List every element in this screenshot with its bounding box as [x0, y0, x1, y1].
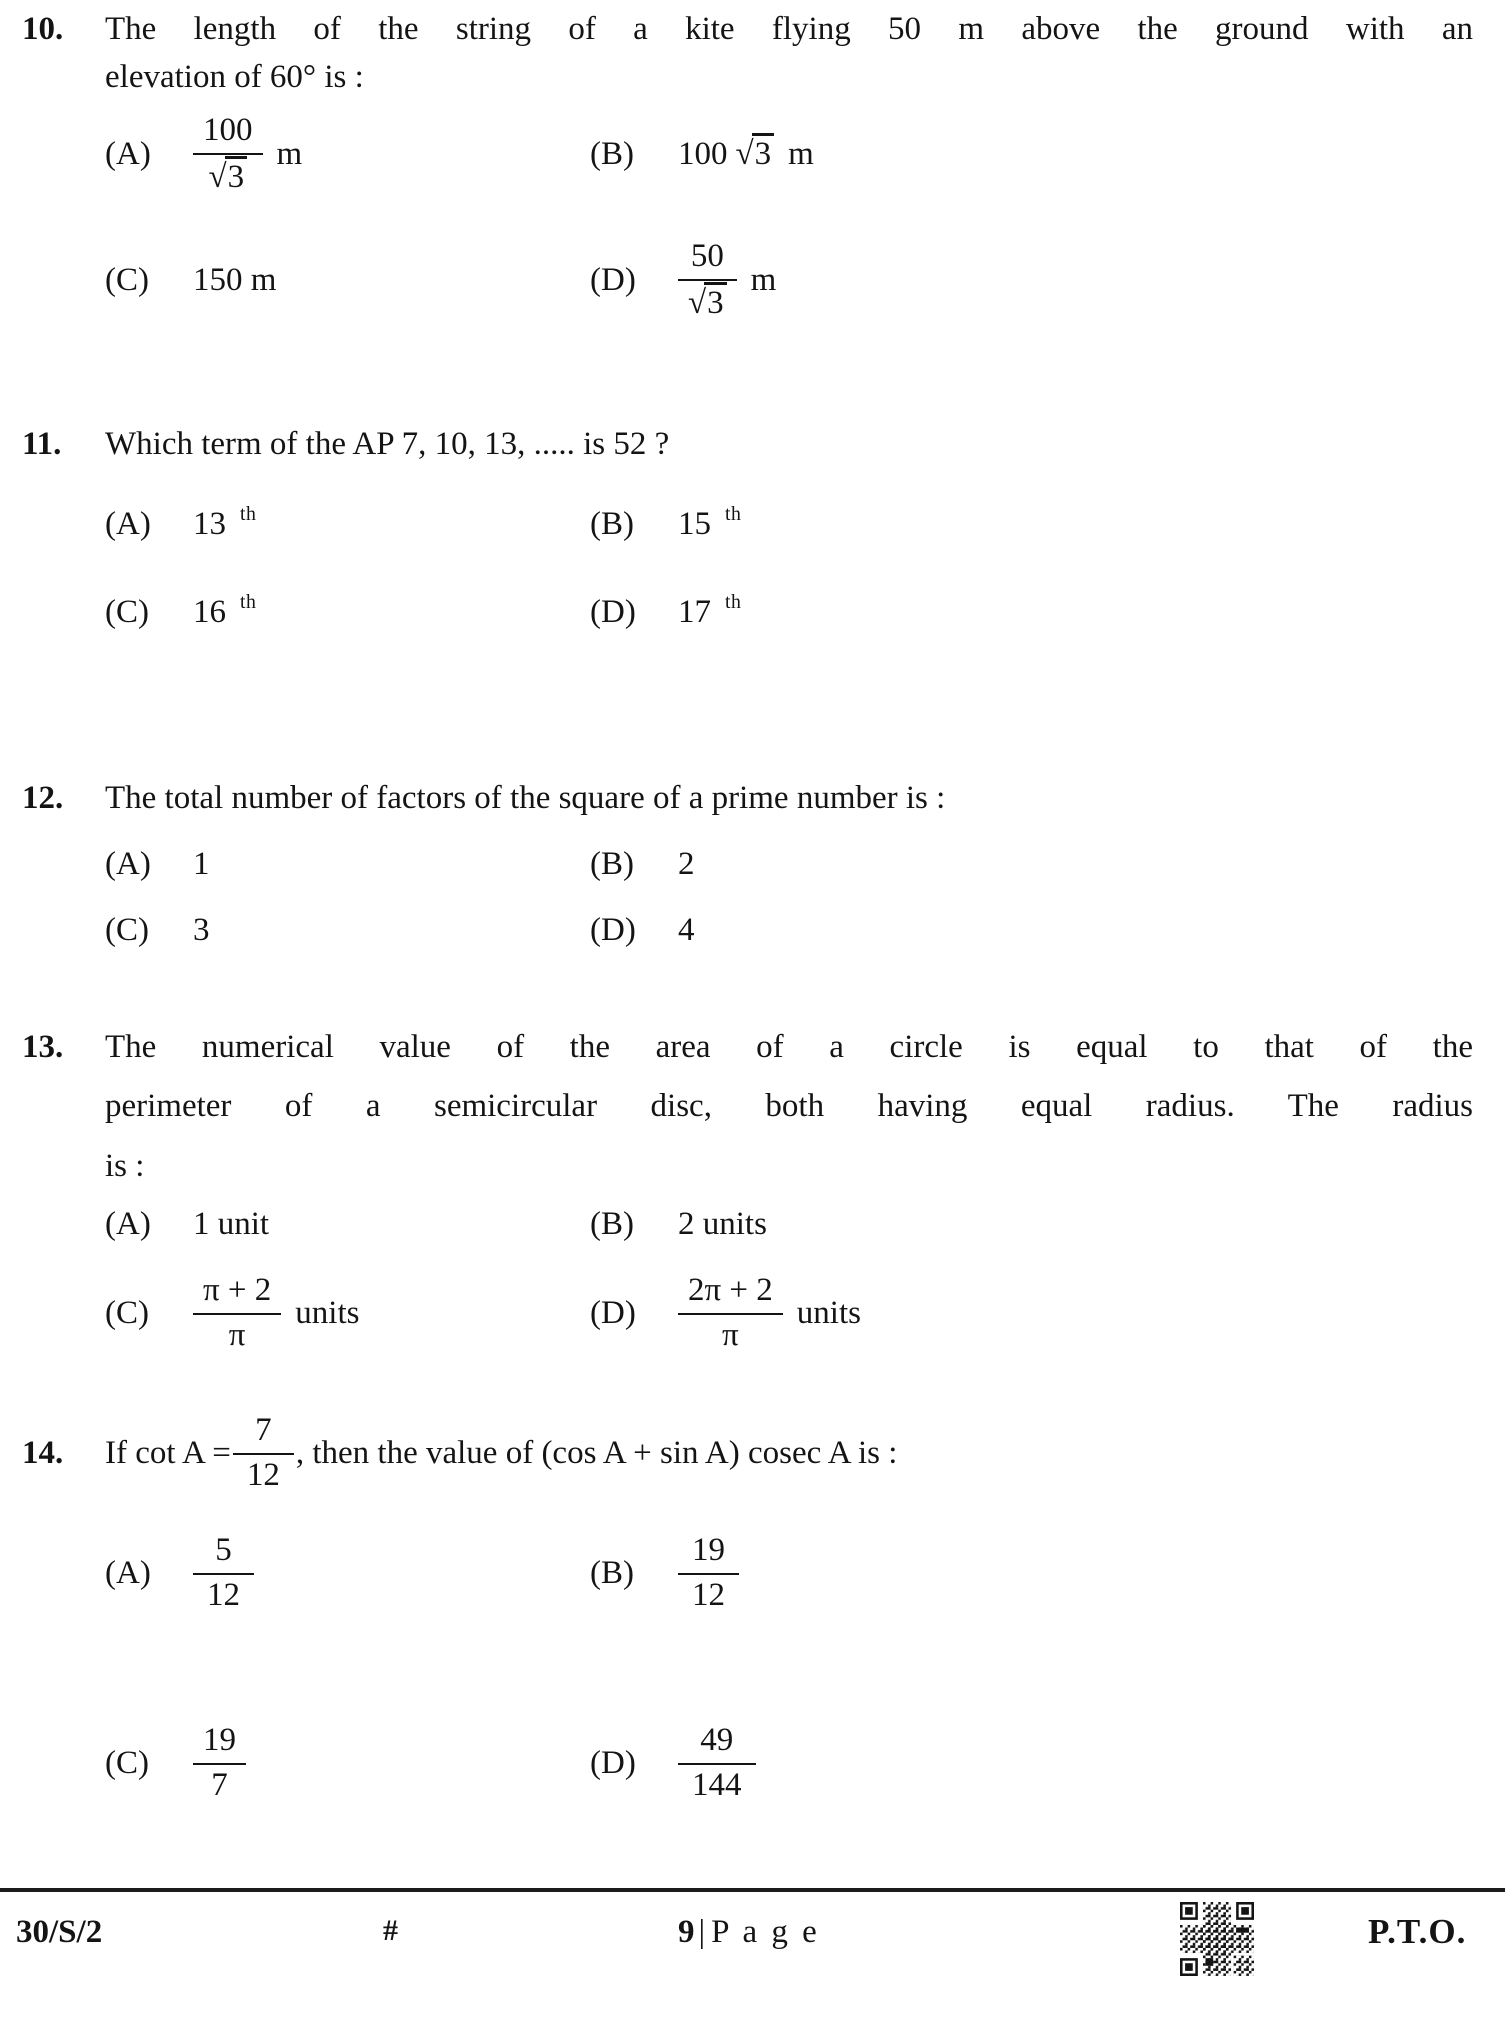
option-value — [678, 503, 742, 543]
option-label: (A) — [105, 846, 151, 882]
option-value — [193, 1532, 254, 1614]
option-value — [193, 112, 302, 196]
radical-icon: √ — [688, 285, 705, 321]
option-label: (D) — [590, 1294, 636, 1331]
question-13 — [22, 1018, 1475, 1196]
options-row — [105, 1532, 1495, 1614]
stem-after: , then the value of (cos A + sin A) cosec A is : — [295, 1434, 898, 1471]
option-label: (C) — [105, 261, 149, 298]
option-a — [105, 846, 590, 883]
options-row — [105, 1272, 1495, 1354]
option-label: (D) — [590, 594, 636, 630]
option-b — [590, 1206, 767, 1243]
option-b — [590, 1532, 739, 1614]
square-root — [736, 136, 775, 173]
paper-code: 30/S/2 — [16, 1914, 103, 1950]
fraction — [678, 1532, 739, 1614]
option-value — [678, 1272, 861, 1354]
option-b — [590, 112, 814, 196]
question-text — [105, 426, 1473, 463]
options-row — [105, 1722, 1495, 1804]
stem-before: If cot A = — [105, 1434, 231, 1471]
option-value — [193, 591, 257, 631]
option-value: 1 unit — [193, 1206, 270, 1242]
coefficient: 100 — [678, 135, 728, 172]
radicand: 3 — [704, 282, 727, 321]
option-c — [105, 912, 590, 949]
radicand: 3 — [752, 133, 775, 172]
ordinal-base: 15 — [678, 506, 711, 542]
unit-label: units — [796, 1294, 861, 1331]
fraction-denominator: 7 — [193, 1763, 246, 1804]
option-value — [678, 591, 742, 631]
options-row — [105, 591, 1495, 631]
option-value: 2 — [678, 846, 695, 882]
options-row — [105, 912, 1495, 949]
option-b — [590, 503, 742, 543]
option-value — [678, 136, 814, 173]
fraction-numerator: π + 2 — [203, 1272, 272, 1308]
fraction — [193, 112, 263, 196]
square-root — [688, 282, 727, 321]
question-text-line: perimeter of a semicircular disc, both having equal radius. The radius — [105, 1088, 1473, 1125]
option-label: (A) — [105, 135, 151, 172]
option-d — [590, 1722, 756, 1804]
question-14 — [22, 1412, 1475, 1494]
fraction-numerator: 2π + 2 — [688, 1272, 773, 1308]
option-value — [678, 1532, 739, 1614]
pto-label: P.T.O. — [1368, 1912, 1467, 1951]
option-value — [678, 238, 776, 322]
unit-label: m — [276, 135, 303, 172]
option-value: 4 — [678, 912, 695, 948]
question-number: 11. — [22, 426, 62, 462]
fraction — [193, 1532, 254, 1614]
fraction-denominator — [678, 279, 737, 322]
fraction — [233, 1412, 294, 1494]
option-label: (A) — [105, 1206, 151, 1242]
question-text — [105, 780, 1473, 817]
square-root — [208, 156, 247, 195]
option-d — [590, 912, 695, 949]
fraction — [678, 1272, 783, 1354]
page-word: P a g e — [711, 1914, 820, 1950]
fraction — [678, 1722, 756, 1804]
option-c — [105, 238, 590, 322]
option-label: (B) — [590, 1554, 634, 1591]
fraction-denominator: 12 — [233, 1453, 294, 1494]
question-number: 14. — [22, 1434, 64, 1471]
option-value — [193, 503, 257, 543]
ordinal-base: 16 — [193, 594, 226, 630]
fraction-numerator: 5 — [215, 1532, 232, 1568]
options-row — [105, 238, 1495, 322]
option-label: (B) — [590, 506, 634, 542]
fraction-denominator — [193, 153, 263, 196]
option-value: 150 m — [193, 261, 277, 298]
hash-mark: # — [383, 1914, 398, 1947]
options-row — [105, 846, 1495, 883]
option-value: 2 units — [678, 1206, 767, 1242]
option-value: 3 — [193, 912, 210, 948]
option-a — [105, 1532, 590, 1614]
option-d — [590, 591, 742, 631]
option-a — [105, 112, 590, 196]
ordinal-suffix: th — [725, 503, 742, 526]
unit-label: units — [295, 1294, 360, 1331]
radical-icon: √ — [735, 135, 752, 172]
ordinal-suffix: th — [240, 591, 257, 614]
option-c — [105, 591, 590, 631]
option-value — [193, 1722, 246, 1804]
page-number: 9 — [678, 1914, 695, 1950]
option-label: (B) — [590, 1206, 634, 1242]
question-text-line: The total number of factors of the square of a prime number is : — [105, 780, 946, 816]
option-value — [193, 1272, 359, 1354]
question-number: 10. — [22, 11, 64, 47]
fraction-numerator: 7 — [255, 1412, 272, 1448]
option-value — [678, 1722, 756, 1804]
fraction-denominator: π — [193, 1313, 281, 1354]
option-c — [105, 1722, 590, 1804]
option-label: (C) — [105, 912, 149, 948]
ordinal-suffix: th — [725, 591, 742, 614]
fraction-numerator: 100 — [203, 112, 253, 148]
ordinal-base: 13 — [193, 506, 226, 542]
fraction-numerator: 49 — [700, 1722, 734, 1758]
fraction — [193, 1272, 281, 1354]
fraction-denominator: 12 — [193, 1573, 254, 1614]
option-value: 1 — [193, 846, 210, 882]
option-d — [590, 1272, 861, 1354]
fraction-denominator: π — [678, 1313, 783, 1354]
question-number: 12. — [22, 780, 64, 816]
options-row — [105, 112, 1495, 196]
radical-icon: √ — [208, 159, 225, 195]
qr-code-icon — [1180, 1902, 1254, 1976]
question-11 — [22, 426, 1475, 463]
question-text — [105, 6, 1473, 102]
page-indicator — [678, 1914, 820, 1951]
question-text — [105, 1412, 897, 1494]
option-c — [105, 1272, 590, 1354]
unit-label: m — [750, 261, 777, 298]
fraction — [678, 238, 737, 322]
question-text-line: elevation of 60° is : — [105, 58, 364, 95]
footer-divider — [0, 1888, 1505, 1892]
option-label: (C) — [105, 1744, 149, 1781]
option-label: (A) — [105, 506, 151, 542]
question-text-line: The length of the string of a kite flying 50 m above the ground with an — [105, 11, 1473, 47]
option-label: (B) — [590, 846, 634, 882]
question-text-line: The numerical value of the area of a circle is equal to that of the — [105, 1029, 1473, 1065]
question-12 — [22, 780, 1475, 817]
question-number: 13. — [22, 1029, 64, 1065]
radicand: 3 — [225, 156, 248, 195]
option-b — [590, 846, 695, 883]
fraction-denominator: 12 — [678, 1573, 739, 1614]
option-a — [105, 503, 590, 543]
fraction — [193, 1722, 246, 1804]
option-a — [105, 1206, 590, 1243]
fraction-denominator: 144 — [678, 1763, 756, 1804]
options-row — [105, 503, 1495, 543]
ordinal-suffix: th — [240, 503, 257, 526]
option-label: (D) — [590, 261, 636, 298]
ordinal-base: 17 — [678, 594, 711, 630]
option-label: (D) — [590, 912, 636, 948]
question-10 — [22, 6, 1475, 102]
question-text-line: is : — [105, 1147, 145, 1184]
page-separator: | — [698, 1914, 706, 1950]
question-text-line: Which term of the AP 7, 10, 13, ..... is 52 ? — [105, 426, 670, 462]
question-text — [105, 1018, 1473, 1196]
option-d — [590, 238, 776, 322]
fraction-numerator: 19 — [203, 1722, 236, 1758]
option-label: (A) — [105, 1554, 151, 1591]
fraction-numerator: 50 — [690, 238, 724, 274]
option-label: (C) — [105, 594, 149, 630]
option-label: (C) — [105, 1294, 149, 1331]
option-label: (D) — [590, 1744, 636, 1781]
fraction-numerator: 19 — [692, 1532, 725, 1568]
unit-label: m — [788, 135, 814, 172]
options-row — [105, 1206, 1495, 1243]
option-label: (B) — [590, 135, 634, 172]
